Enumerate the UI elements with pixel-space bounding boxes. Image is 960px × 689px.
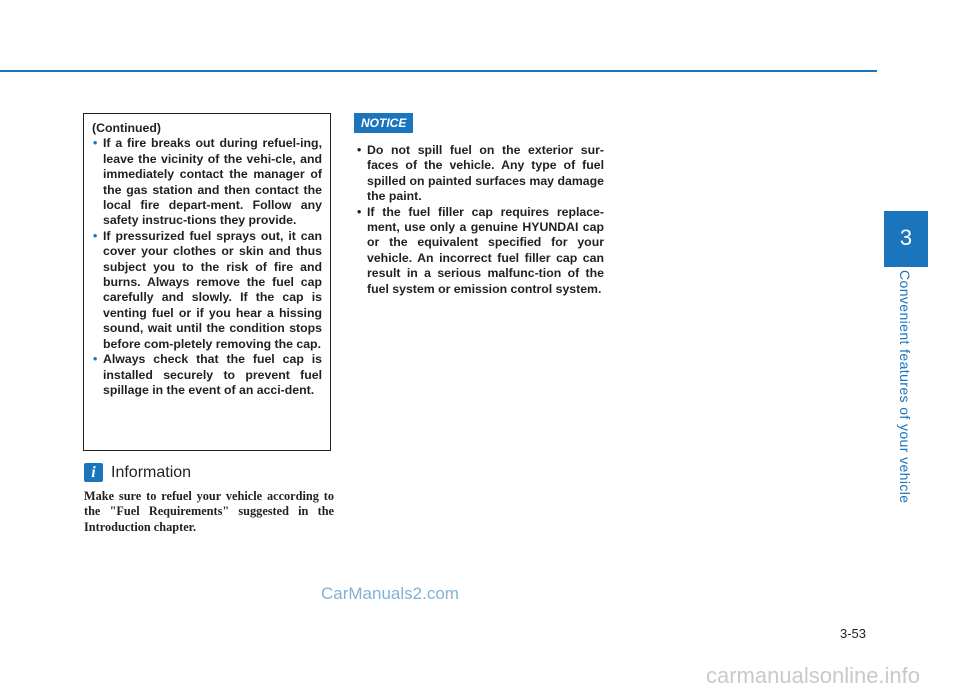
notice-item: • If the fuel filler cap requires replace-ment, use only a genuine HYUNDAI cap or the equivalent specified for your vehicle. An incorrect fuel filler cap can result in a serious malfunc-tion of the fuel system or emission control system. <box>357 204 604 296</box>
bullet-icon: • <box>93 352 98 367</box>
warning-item: • If a fire breaks out during refuel-ing, leave the vicinity of the vehi-cle, and immediately contact the manager of the gas station and then contact the local fire depart-ment. Follow any safety instruc-tions they provide. <box>93 136 322 228</box>
header-rule <box>0 70 877 72</box>
warning-item: • If pressurized fuel sprays out, it can cover your clothes or skin and thus subject you to the risk of fire and burns. Always remove the fuel cap carefully and slowly. If the cap is venting fuel or if you hear a hissing sound, wait until the condition stops before com-pletely removing the cap. <box>93 228 322 351</box>
chapter-number: 3 <box>899 225 913 250</box>
info-icon: i <box>84 463 103 482</box>
chapter-tab <box>884 211 928 267</box>
information-title: Information <box>111 463 192 481</box>
notice-list <box>356 143 604 297</box>
chapter-title: Convenient features of your vehicle <box>897 270 913 504</box>
bullet-icon: • <box>93 228 98 243</box>
information-body: Make sure to refuel your vehicle according to the "Fuel Requirements" suggested in the Introduction chapter. <box>84 489 334 534</box>
notice-item: • Do not spill fuel on the exterior sur-faces of the vehicle. Any type of fuel spilled on painted surfaces may damage the paint. <box>357 143 604 204</box>
bullet-icon: • <box>93 136 98 151</box>
warning-item: • Always check that the fuel cap is installed securely to prevent fuel spillage in the event of an acci-dent. <box>93 352 322 397</box>
bullet-icon: • <box>357 143 362 157</box>
watermark-carmanuals2[interactable]: CarManuals2.com <box>321 584 459 603</box>
notice-badge: NOTICE <box>354 113 413 133</box>
bullet-icon: • <box>357 204 362 219</box>
warning-box <box>83 113 331 451</box>
page-number: 3-53 <box>840 626 867 641</box>
continued-label: (Continued) <box>92 121 161 135</box>
watermark-carmanualsonline[interactable]: carmanualsonline.info <box>706 663 921 688</box>
information-heading <box>84 463 191 482</box>
